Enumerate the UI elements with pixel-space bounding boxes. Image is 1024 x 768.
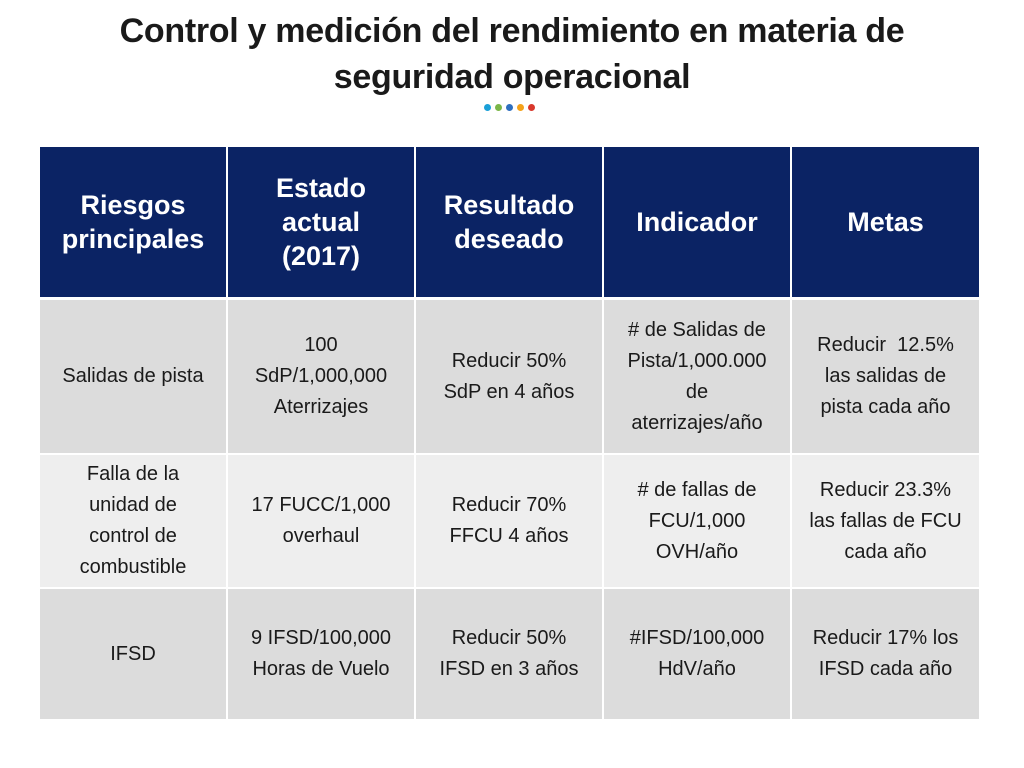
cell-line: overhaul [282,525,360,547]
cell-line: IFSD [110,642,156,665]
cell-line: unidad de [89,494,177,516]
header-metas [792,147,979,300]
header-resultado-deseado [416,147,604,300]
cell-line: 9 IFSD/100,000 [250,627,392,649]
header-line: Estado [275,173,367,203]
header-line: Riesgos [80,190,186,220]
header-estado-actual [228,147,416,300]
accent-dot [506,104,513,111]
cell-line: Pista/1,000.000 [627,349,767,372]
accent-dots [484,104,535,112]
cell-resultado [416,589,604,721]
cell-line: combustible [79,556,187,578]
cell-line: Reducir 12.5% [817,334,954,356]
cell-line: #IFSD/100,000 [629,627,765,649]
performance-table [40,147,979,721]
cell-line: Aterrizajes [273,396,369,418]
cell-line: de [685,380,709,403]
cell-metas [792,455,979,589]
header-riesgos-principales [40,147,228,300]
cell-line: IFSD en 3 años [439,658,579,680]
cell-line: Reducir 70% [451,494,567,516]
header-indicador [604,147,792,300]
cell-line: Reducir 23.3% [819,478,952,501]
cell-indicador [604,455,792,589]
cell-line: cada año [844,540,927,563]
cell-line: # de Salidas de [628,318,766,341]
cell-estado [228,589,416,721]
cell-line: IFSD cada año [818,658,953,680]
table-header-row [40,147,979,300]
cell-riesgo [40,589,228,721]
cell-resultado [416,300,604,455]
cell-resultado [416,455,604,589]
header-line: Resultado [443,190,575,220]
cell-line: pista cada año [820,396,951,418]
header-line: deseado [454,224,564,254]
cell-line: HdV/año [658,658,736,680]
cell-line: aterrizajes/año [631,411,763,434]
cell-metas [792,300,979,455]
cell-line: Horas de Vuelo [252,658,390,680]
cell-line: Reducir 50% [451,349,567,372]
table-row [40,455,979,589]
cell-line: 100 [304,334,338,356]
accent-dot [528,104,535,111]
cell-riesgo [40,300,228,455]
accent-dot [484,104,491,111]
cell-indicador [604,300,792,455]
cell-line: las fallas de FCU [809,509,962,532]
slide-title-line-1: Control y medición del rendimiento en materia de [119,12,905,50]
cell-line: FCU/1,000 [648,509,746,532]
header-line: actual [281,207,361,237]
table-row [40,300,979,455]
header-line: Indicador [636,207,758,237]
cell-line: FFCU 4 años [449,525,569,547]
cell-line: Reducir 17% los [812,627,959,649]
cell-line: Salidas de pista [62,365,204,387]
cell-line: OVH/año [655,540,739,563]
accent-dot [517,104,524,111]
cell-estado [228,300,416,455]
cell-indicador [604,589,792,721]
header-line: Metas [847,207,924,237]
slide-title [40,8,984,100]
cell-estado [228,455,416,589]
cell-line: control de [89,525,177,547]
cell-line: # de fallas de [637,478,757,501]
cell-line: SdP/1,000,000 [254,365,388,387]
cell-line: las salidas de [824,365,947,387]
table-row [40,589,979,721]
header-line: principales [61,224,205,254]
cell-riesgo [40,455,228,589]
header-line: (2017) [281,241,361,271]
cell-line: Reducir 50% [451,627,567,649]
cell-line: 17 FUCC/1,000 [251,494,391,516]
cell-line: Falla de la [86,463,180,485]
accent-dot [495,104,502,111]
slide-title-line-2: seguridad operacional [333,58,691,96]
cell-line: SdP en 4 años [443,380,575,403]
cell-metas [792,589,979,721]
